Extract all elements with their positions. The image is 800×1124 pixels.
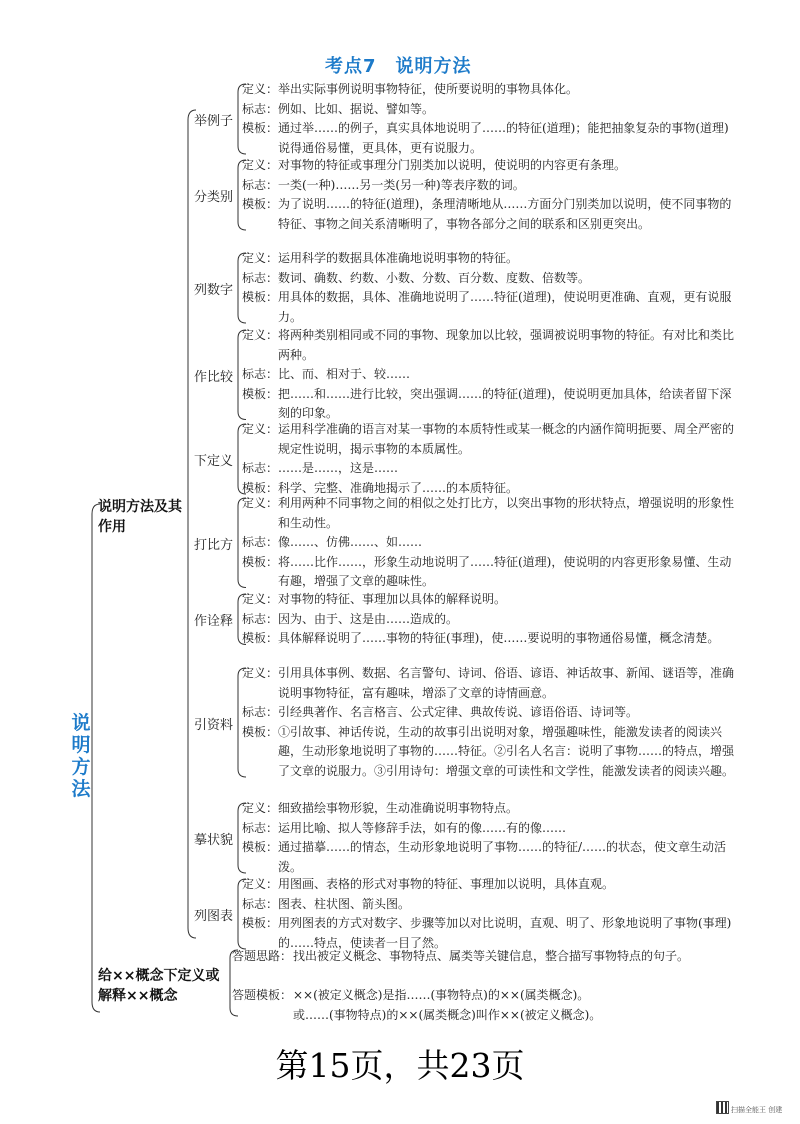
entry-label: 定义： <box>242 592 279 606</box>
entry-text: 运用科学准确的语言对某一事物的本质特性或某一概念的内涵作简明扼要、周全严密的规定性说明，揭示事物的本质属性。 <box>278 422 735 456</box>
entry-label: 定义： <box>242 801 279 815</box>
method-bracket <box>238 330 246 420</box>
method-name: 引资料 <box>194 717 234 733</box>
entry-label: 标志： <box>242 461 279 475</box>
methods-bracket <box>188 110 196 938</box>
entry-label: 模板： <box>242 290 279 304</box>
method-bracket <box>238 84 246 154</box>
entry-label: 标志： <box>242 367 279 381</box>
entry-text: 比、而、相对于、较…… <box>278 367 411 381</box>
scanner-watermark: 扫描全能王 创建 <box>731 1106 783 1114</box>
entry-text: 为了说明……的特征(道理)，条理清晰地从……方面分门别类加以说明，使不同事物的特征、事物之间关系清晰明了，事物各部分之间的联系和区别更突出。 <box>278 197 732 231</box>
entry-label: 定义： <box>242 158 279 172</box>
entry-label: 模板： <box>242 480 279 495</box>
entry-text: 举出实际事例说明事物特征，使所要说明的事物具体化。 <box>278 82 579 96</box>
entry-label: 标志： <box>242 101 279 116</box>
entry-text: ①引故事、神话传说，生动的故事引出说明对象，增强趣味性，能激发读者的阅读兴趣，生动形象地说明了事物的……特征。②引名人名言：说明了事物……的特点，增强了文章的说服力。③引用诗句：增强文章的可读性和文学性，能激发读者的阅读兴趣。 <box>278 724 735 778</box>
category-concept: 给××概念下定义或解释××概念 <box>98 968 220 1004</box>
entry-label: 模板： <box>242 916 279 930</box>
method-bracket <box>238 594 246 645</box>
entry-text: 运用比喻、拟人等修辞手法，如有的像……有的像…… <box>278 820 567 835</box>
entry-label: 定义： <box>242 251 279 265</box>
entry-label: 模板： <box>242 121 279 135</box>
entry-label: 标志： <box>242 896 279 911</box>
method-bracket <box>238 253 246 323</box>
entry-text: 用图画、表格的形式对事物的特征、事理加以说明，具体直观。 <box>278 877 615 891</box>
entry-label: 定义： <box>242 328 279 342</box>
entry-text: 例如、比如、据说、譬如等。 <box>278 101 435 116</box>
category-methods: 说明方法及其作用 <box>98 499 182 535</box>
entry-label: 模板： <box>242 197 279 211</box>
method-name: 列数字 <box>194 283 234 298</box>
entry-label: 答题思路： <box>232 949 293 963</box>
entry-text: 引用具体事例、数据、名言警句、诗词、俗语、谚语、神话故事、新闻、谜语等，准确说明事物特征，富有趣味，增添了文章的诗情画意。 <box>278 666 735 700</box>
entry-text: 将两种类别相同或不同的事物、现象加以比较，强调被说明事物的特征。有对比和类比两种。 <box>278 328 735 362</box>
method-name: 下定义 <box>194 454 234 469</box>
page-title: 考点7 说明方法 <box>325 56 472 77</box>
entry-label: 模板： <box>242 631 279 645</box>
entry-label: 定义： <box>242 666 279 680</box>
method-bracket <box>238 160 246 230</box>
method-name: 作诠释 <box>194 614 234 630</box>
entry-label: 模板： <box>242 724 279 739</box>
entry-label: 标志： <box>242 611 279 626</box>
entry-text: 具体解释说明了……事物的特征(事理)，使……要说明的事物通俗易懂，概念清楚。 <box>278 631 720 645</box>
entry-text: 图表、柱状图、箭头图。 <box>278 896 411 911</box>
entry-label: 模板： <box>242 386 279 401</box>
entry-label: 答题模板： <box>232 988 293 1002</box>
entry-label: 标志： <box>242 270 279 285</box>
concept-template-alt: 或……(事物特点)的××(属类概念)叫作××(被定义概念)。 <box>293 1008 602 1022</box>
method-bracket <box>238 803 246 873</box>
entry-label: 标志： <box>242 535 279 549</box>
method-bracket <box>238 668 246 777</box>
entry-text: 科学、完整、准确地揭示了……的本质特征。 <box>278 480 519 495</box>
entry-label: 定义： <box>242 496 279 510</box>
entry-text: 引经典著作、名言格言、公式定律、典故传说、谚语俗语、诗词等。 <box>278 705 639 719</box>
method-name: 摹状貌 <box>194 833 234 848</box>
method-name: 列图表 <box>194 909 234 924</box>
topic-bracket <box>92 504 100 1012</box>
method-bracket <box>238 879 246 949</box>
method-name: 分类别 <box>194 190 234 205</box>
entry-label: 定义： <box>242 82 279 96</box>
entry-text: 利用两种不同事物之间的相似之处打比方，以突出事物的形状特点，增强说明的形象性和生动性。 <box>278 496 735 530</box>
entry-text: 一类(一种)……另一类(另一种)等表序数的词。 <box>278 177 525 192</box>
entry-text: 数词、确数、约数、小数、分数、百分数、度数、倍数等。 <box>278 270 591 285</box>
entry-label: 模板： <box>242 840 279 854</box>
entry-text: 运用科学的数据具体准确地说明事物的特征。 <box>278 251 519 265</box>
entry-label: 定义： <box>242 422 279 436</box>
entry-label: 标志： <box>242 820 279 835</box>
method-bracket <box>238 498 246 588</box>
method-name: 打比方 <box>194 537 234 553</box>
entry-label: 标志： <box>242 705 279 719</box>
entry-label: 标志： <box>242 177 279 192</box>
method-name: 举例子 <box>194 114 234 129</box>
entry-text: 用具体的数据，具体、准确地说明了……特征(道理)，使说明更准确、直观，更有说服力。 <box>278 290 732 324</box>
entry-text: ××(被定义概念)是指……(事物特点)的××(属类概念)。 <box>293 988 590 1002</box>
entry-text: 通过举……的例子，真实具体地说明了……的特征(道理)；能把抽象复杂的事物(道理)说得通俗易懂，更具体，更有说服力。 <box>278 121 729 155</box>
vertical-topic-title: 说明方法 <box>71 712 91 800</box>
entry-text: 把……和……进行比较，突出强调……的特征(道理)，使说明更加具体，给读者留下深刻的印象。 <box>278 386 732 420</box>
entry-text: 通过描摹……的情态，生动形象地说明了事物……的特征/……的状态，使文章生动活泼。 <box>278 840 727 874</box>
entry-text: 对事物的特征或事理分门别类加以说明，使说明的内容更有条理。 <box>278 158 627 172</box>
entry-text: ……是……，这是…… <box>278 461 399 475</box>
entry-label: 模板： <box>242 554 279 569</box>
method-bracket <box>238 424 246 494</box>
entry-label: 定义： <box>242 877 279 891</box>
page-footer: 第15页，共23页 <box>275 1046 525 1085</box>
entry-text: 像……、仿佛……、如…… <box>278 535 423 549</box>
entry-text: 细致描绘事物形貌，生动准确说明事物特点。 <box>278 801 519 815</box>
entry-text: 找出被定义概念、事物特点、属类等关键信息，整合描写事物特点的句子。 <box>293 949 690 963</box>
entry-text: 对事物的特征、事理加以具体的解释说明。 <box>278 592 507 606</box>
method-name: 作比较 <box>194 369 234 385</box>
concept-bracket <box>230 950 238 1016</box>
entry-text: 因为、由于、这是由……造成的。 <box>278 611 459 626</box>
entry-text: 将……比作……，形象生动地说明了……特征(道理)，使说明的内容更形象易懂、生动有趣，增强了文章的趣味性。 <box>278 554 732 588</box>
entry-text: 用列图表的方式对数字、步骤等加以对比说明，直观、明了、形象地说明了事物(事理)的……特点，使读者一目了然。 <box>278 916 732 950</box>
